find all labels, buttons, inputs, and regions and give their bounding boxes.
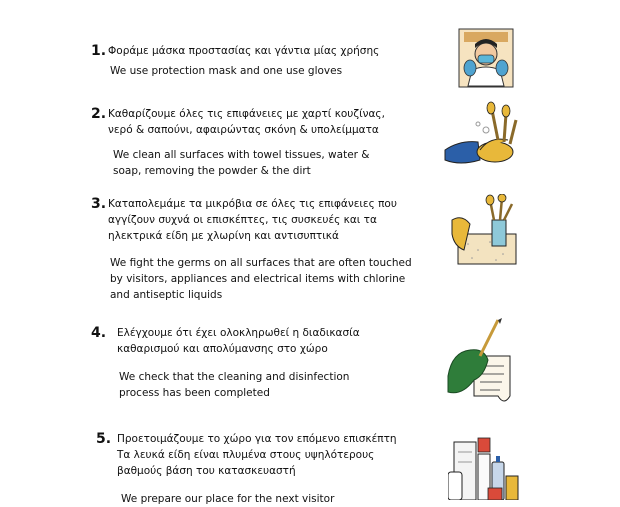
step-english-text: We check that the cleaning and disinfection process has been completed [119,371,350,399]
step-english-text: We fight the germs on all surfaces that are often touched by visitors, appliances and electrical items with chlorine and antiseptic liquids [110,257,412,301]
step-greek-text: Καθαρίζουμε όλες τις επιφάνειες με χαρτί κουζίνας, νερό & σαπούνι, αφαιρώντας σκόνη & υπολείμματα [108,108,385,136]
step-greek-text: Καταπολεμάμε τα μικρόβια σε όλες τις επιφάνειες που αγγίζουν συχνά οι επισκέπτες, τις συσκευές και τα ηλεκτρικά είδη με χλωρίνη και αντισυπτικά [108,198,397,242]
step-greek-text: Φοράμε μάσκα προστασίας και γάντια μίας χρήσης [108,45,380,57]
step-greek-text: Προετοιμάζουμε το χώρο για τον επόμενο επισκέπτη Τα λευκά είδη είναι πλυμένα στους υψηλότερους βαθμούς βάση του κατασκευαστή [117,433,397,477]
checklist-glove-icon [444,316,520,408]
step-number: 5. [96,431,112,447]
step-english-text: We prepare our place for the next visitor [121,493,335,505]
step-number: 1. [91,43,107,59]
linens-supplies-icon [448,432,520,500]
disinfect-spray-icon [448,194,520,266]
step-number: 2. [91,106,107,122]
person-mask-gloves-icon [458,28,514,88]
step-english-text: We clean all surfaces with towel tissues, water & soap, removing the powder & the dirt [113,149,370,177]
step-number: 4. [91,325,107,341]
step-number: 3. [91,196,107,212]
cleaning-bowl-brushes-icon [440,100,520,170]
step-english-text: We use protection mask and one use gloves [110,65,343,77]
step-greek-text: Ελέγχουμε ότι έχει ολοκληρωθεί η διαδικασία καθαρισμού και απολύμανσης στο χώρο [117,327,360,355]
